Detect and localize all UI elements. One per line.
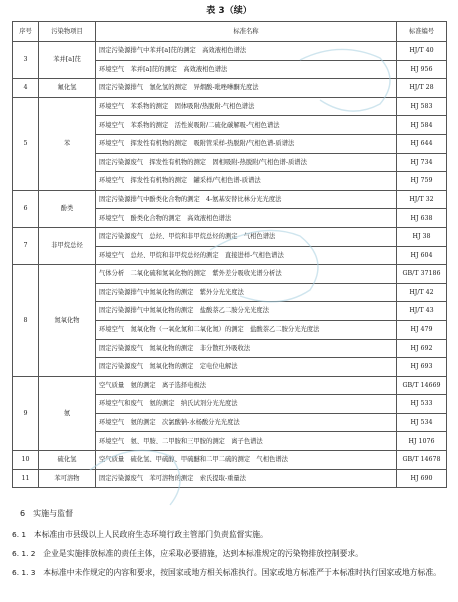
cell-standard-name: 固定污染源排气中酚类化合物的测定 4-氨基安替比林分光光度法: [96, 190, 397, 209]
cell-pollutant: 氟化氢: [39, 79, 96, 98]
cell-standard-name: 环境空气 氨的测定 次氯酸钠-水杨酸分光光度法: [96, 413, 397, 432]
cell-standard-code: HJ 644: [397, 134, 447, 153]
section-heading: 6 实施与监督: [20, 509, 74, 518]
table-row: [13, 227, 447, 246]
table-body: [13, 42, 447, 488]
cell-standard-code: HJ 533: [397, 395, 447, 414]
header-standard-code: 标准编号: [397, 22, 447, 42]
cell-standard-code: GB/T 14669: [397, 376, 447, 395]
paragraph-number: 6. 1. 3: [12, 568, 36, 577]
cell-standard-name: 固定污染源排气中氮氧化物的测定 盐酸萘乙二胺分光光度法: [96, 302, 397, 321]
standards-table: [12, 21, 447, 488]
cell-standard-name: 固定污染源排气中苯并[a]芘的测定 高效液相色谱法: [96, 42, 397, 61]
cell-standard-name: 固定污染源排气 氰化氢的测定 异烟酸-吡唑啉酮光度法: [96, 79, 397, 98]
cell-pollutant: 苯并[a]芘: [39, 42, 96, 79]
paragraph-text: 本标准中未作规定的内容和要求，按国家或地方相关标准执行。国家或地方标准严于本标准时执行国家或地方标准。: [35, 568, 441, 577]
table-row: [13, 190, 447, 209]
cell-standard-name: 固定污染源废气 苯可溶物的测定 索氏提取-重量法: [96, 469, 397, 488]
cell-pollutant: 苯: [39, 97, 96, 190]
cell-no: 9: [13, 376, 39, 450]
table-caption: 表 3（续）: [206, 6, 252, 16]
cell-standard-code: HJ 693: [397, 358, 447, 377]
cell-standard-name: 环境空气 挥发性有机物的测定 吸附管采样-热脱附/气相色谱-质谱法: [96, 134, 397, 153]
cell-standard-name: 固定污染源废气 氮氧化物的测定 非分散红外吸收法: [96, 339, 397, 358]
cell-standard-code: HJ 956: [397, 60, 447, 79]
cell-standard-code: HJ 734: [397, 153, 447, 172]
cell-standard-code: HJ/T 32: [397, 190, 447, 209]
cell-standard-name: 环境空气 苯系物的测定 固体吸附/热脱附-气相色谱法: [96, 97, 397, 116]
cell-standard-code: HJ/T 43: [397, 302, 447, 321]
cell-standard-name: 环境空气 酚类化合物的测定 高效液相色谱法: [96, 209, 397, 228]
paragraph-6-1-2: [12, 546, 446, 561]
cell-standard-code: HJ/T 42: [397, 283, 447, 302]
paragraph-number: 6. 1. 2: [12, 549, 36, 558]
cell-no: 8: [13, 265, 39, 377]
cell-pollutant: 氮氧化物: [39, 265, 96, 377]
paragraph-number: 6. 1: [12, 530, 27, 539]
cell-standard-name: 环境空气和废气 氨的测定 纳氏试剂分光光度法: [96, 395, 397, 414]
cell-standard-code: HJ 604: [397, 246, 447, 265]
cell-pollutant: 硫化氢: [39, 451, 96, 470]
cell-standard-code: HJ 534: [397, 413, 447, 432]
cell-no: 10: [13, 451, 39, 470]
cell-standard-code: HJ 584: [397, 116, 447, 135]
table-header-row: [13, 22, 447, 42]
cell-standard-name: 环境空气 苯并[a]芘的测定 高效液相色谱法: [96, 60, 397, 79]
table-row: [13, 469, 447, 488]
paragraph-6-1-3: [12, 565, 446, 580]
cell-no: 4: [13, 79, 39, 98]
cell-pollutant: 氨: [39, 376, 96, 450]
table-row: [13, 265, 447, 284]
table-row: [13, 376, 447, 395]
paragraph-text: 企业是实施排放标准的责任主体，应采取必要措施，达到本标准规定的污染物排放控制要求。: [35, 549, 363, 558]
table-row: [13, 79, 447, 98]
cell-no: 5: [13, 97, 39, 190]
cell-standard-name: 环境空气 苯系物的测定 活性炭吸附/二硫化碳解吸-气相色谱法: [96, 116, 397, 135]
cell-standard-code: HJ 692: [397, 339, 447, 358]
paragraph-6-1: [12, 527, 446, 542]
cell-standard-name: 固定污染源废气 挥发性有机物的测定 固相吸附-热脱附/气相色谱-质谱法: [96, 153, 397, 172]
cell-standard-name: 环境空气 总烃、甲烷和非甲烷总烃的测定 直接进样-气相色谱法: [96, 246, 397, 265]
paragraph-text: 本标准由市县级以上人民政府生态环境行政主管部门负责监督实施。: [26, 530, 268, 539]
table-row: [13, 97, 447, 116]
cell-standard-name: 环境空气 氮氧化物（一氧化氮和二氧化氮）的测定 盐酸萘乙二胺分光光度法: [96, 320, 397, 339]
cell-standard-name: 固定污染源排气中氮氧化物的测定 紫外分光光度法: [96, 283, 397, 302]
cell-no: 11: [13, 469, 39, 488]
cell-standard-code: HJ 690: [397, 469, 447, 488]
table-row: [13, 451, 447, 470]
cell-no: 7: [13, 227, 39, 264]
cell-standard-code: HJ/T 28: [397, 79, 447, 98]
table-row: [13, 42, 447, 61]
cell-standard-code: HJ 583: [397, 97, 447, 116]
cell-pollutant: 苯可溶物: [39, 469, 96, 488]
cell-standard-name: 固定污染源废气 氮氧化物的测定 定电位电解法: [96, 358, 397, 377]
cell-pollutant: 酚类: [39, 190, 96, 227]
cell-standard-code: HJ 638: [397, 209, 447, 228]
cell-no: 6: [13, 190, 39, 227]
cell-standard-code: HJ 759: [397, 172, 447, 191]
cell-standard-name: 空气质量 氨的测定 离子选择电极法: [96, 376, 397, 395]
cell-standard-code: HJ 1076: [397, 432, 447, 451]
header-pollutant: 污染物项目: [39, 22, 96, 42]
header-standard-name: 标准名称: [96, 22, 397, 42]
cell-standard-name: 环境空气 挥发性有机物的测定 罐采样/气相色谱-质谱法: [96, 172, 397, 191]
cell-standard-code: HJ 479: [397, 320, 447, 339]
cell-no: 3: [13, 42, 39, 79]
cell-standard-code: HJ 38: [397, 227, 447, 246]
cell-standard-code: GB/T 14678: [397, 451, 447, 470]
cell-standard-code: HJ/T 40: [397, 42, 447, 61]
cell-standard-name: 气体分析 二氧化硫和氮氧化物的测定 紫外差分吸收光谱分析法: [96, 265, 397, 284]
cell-pollutant: 非甲烷总烃: [39, 227, 96, 264]
cell-standard-name: 固定污染源废气 总烃、甲烷和非甲烷总烃的测定 气相色谱法: [96, 227, 397, 246]
cell-standard-code: GB/T 37186: [397, 265, 447, 284]
header-no: 序号: [13, 22, 39, 42]
cell-standard-name: 空气质量 硫化氢、甲硫醇、甲硫醚和二甲二硫的测定 气相色谱法: [96, 451, 397, 470]
cell-standard-name: 环境空气 氨、甲胺、二甲胺和三甲胺的测定 离子色谱法: [96, 432, 397, 451]
